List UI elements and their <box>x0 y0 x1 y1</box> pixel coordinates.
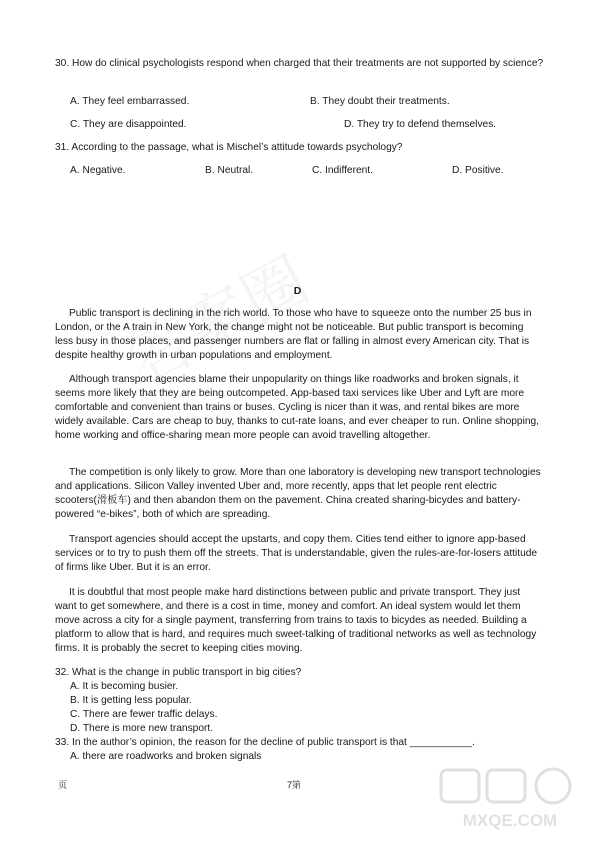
q31-option-d: D. Positive. <box>452 165 504 176</box>
question-33: 33. In the author’s opinion, the reason for the decline of public transport is that ___________. <box>55 737 475 748</box>
q30-option-b: B. They doubt their treatments. <box>310 96 450 107</box>
q31-option-c: C. Indifferent. <box>312 165 373 176</box>
q31-option-a: A. Negative. <box>70 165 126 176</box>
question-30: 30. How do clinical psychologists respond when charged that their treatments are not supported by science? <box>55 58 544 69</box>
passage-paragraph-4: Transport agencies should accept the upstarts, and copy them. Cities tend either to ignore app-based services or to try to push them off the streets. That is understandable, given the rules-are-for-losers attitude of firms like Uber. But it is an error. <box>55 534 538 573</box>
watermark-logo <box>435 764 585 834</box>
footer-page-number: 7第 <box>287 780 302 790</box>
footer-left: 页 <box>58 780 68 790</box>
q32-option-d: D. There is more new transport. <box>70 723 214 734</box>
passage-paragraph-5: It is doubtful that most people make hard distinctions between public and private transport. They just want to get somewhere, and there is a cost in time, money and comfort. An ideal system would let them move across a city for a single payment, transferring from trains to taxis to bicydes as needed. Building a platform to allow that is hard, and requires much sweet-talking of traditional networks as well as technology firms. It is probably the secret to keeping cities moving. <box>55 587 537 654</box>
passage-paragraph-3: The competition is only likely to grow. More than one laboratory is developing new transport technologies and applications. Silicon Valley invented Uber and, more recently, apps that let people rent electric scooters(滑板车) and then abandon them on the pavement. China created sharing-bicydes and battery-powered “e-bikes”, both of which are spreading. <box>55 467 541 520</box>
q33-option-a: A. there are roadworks and broken signals <box>70 751 262 762</box>
passage-paragraph-1: Public transport is declining in the rich world. To those who have to squeeze onto the number 25 bus in London, or the A train in New York, the change might not be noticeable. But public transport is becoming less busy in those places, and passenger numbers are flat or falling in almost every American city. That is despite healthy growth in urban populations and employment. <box>55 308 532 361</box>
q32-option-c: C. There are fewer traffic delays. <box>70 709 218 720</box>
q30-option-c: C. They are disappointed. <box>70 119 187 130</box>
q32-option-a: A. It is becoming busier. <box>70 681 179 692</box>
q30-option-d: D. They try to defend themselves. <box>344 119 497 130</box>
section-heading: D <box>293 285 302 297</box>
q31-option-b: B. Neutral. <box>205 165 254 176</box>
svg-text:MXQE.COM: MXQE.COM <box>462 811 558 830</box>
question-31: 31. According to the passage, what is Mischel’s attitude towards psychology? <box>55 142 403 153</box>
q32-option-b: B. It is getting less popular. <box>70 695 192 706</box>
passage-paragraph-2: Although transport agencies blame their unpopularity on things like roadworks and broken signals, it seems more likely that they are being outcompeted. App-based taxi services like Uber and Lyft are more comfortable and convenient than trains or buses. Cycling is nicer than it was, and rental bikes are more widely available. Cars are cheap to buy, thanks to cut-rate loans, and ever cheaper to run. Online shopping, home working and office-sharing mean more people can avoid travelling altogether. <box>55 374 539 441</box>
q30-option-a: A. They feel embarrassed. <box>70 96 190 107</box>
question-32: 32. What is the change in public transport in big cities? <box>55 667 302 678</box>
